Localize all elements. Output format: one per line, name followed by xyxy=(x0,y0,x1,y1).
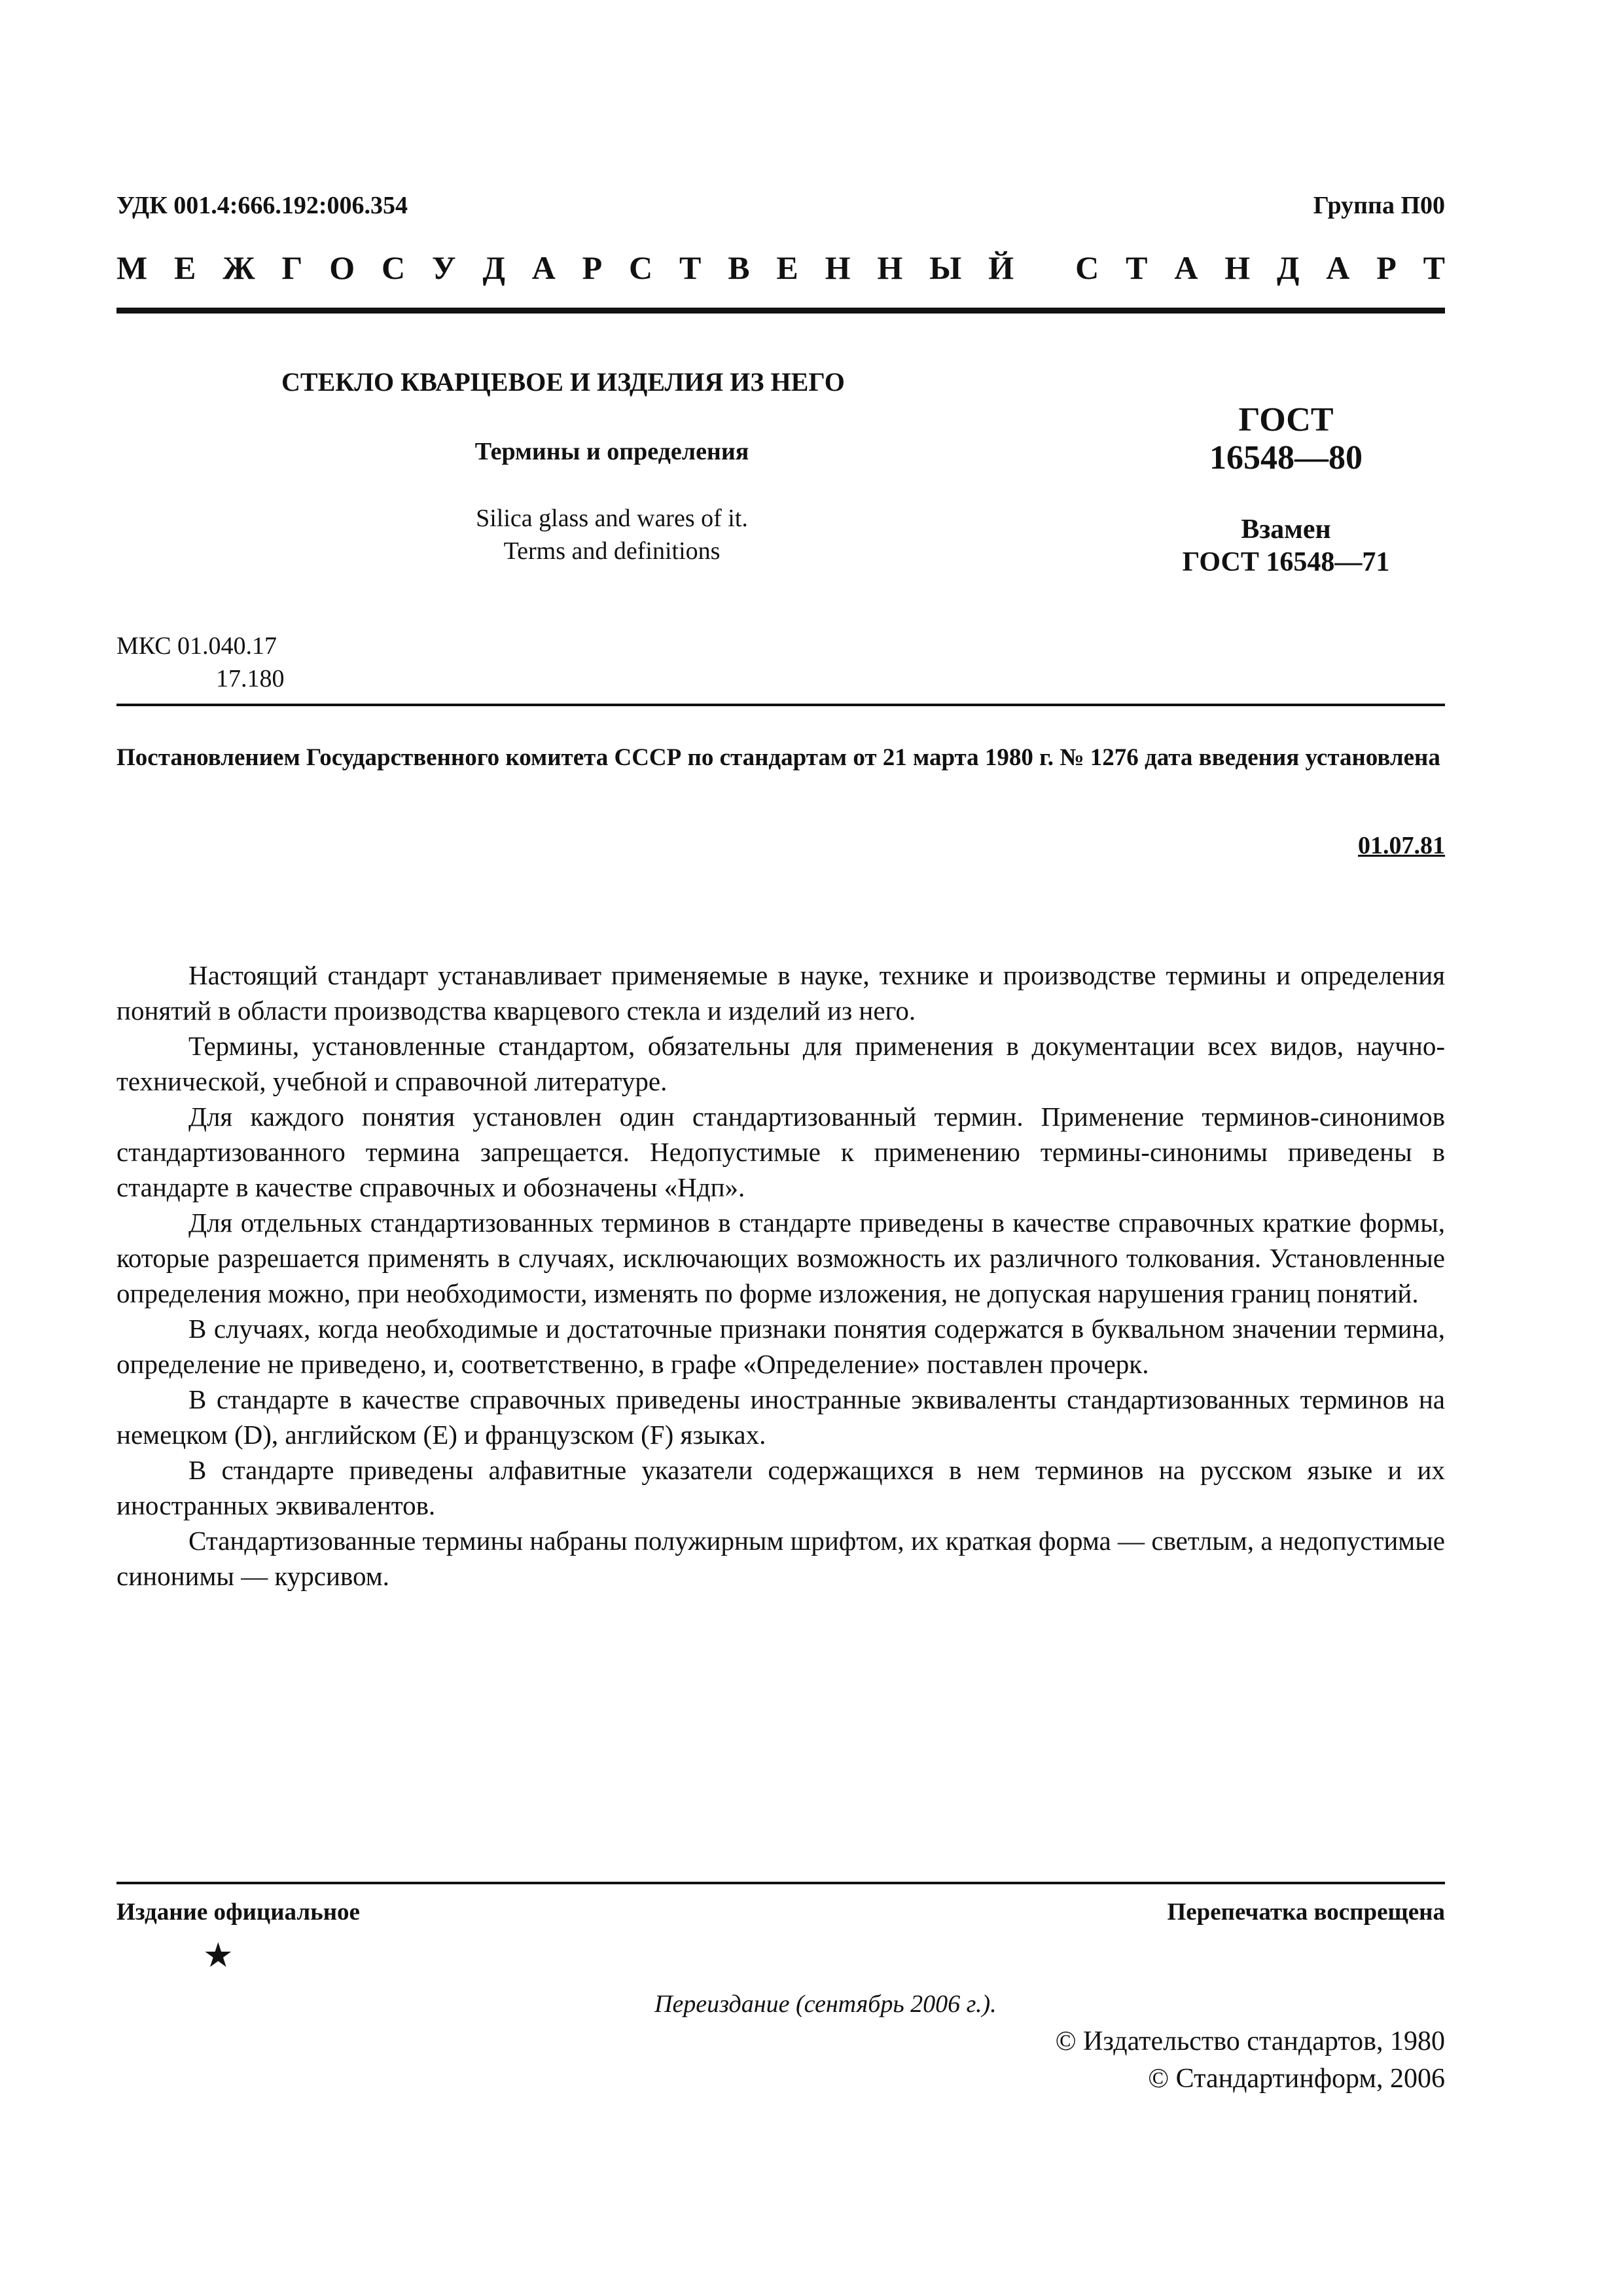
heading-letter xyxy=(1041,249,1049,287)
english-title-line1: Silica glass and wares of it. xyxy=(476,505,748,532)
heading-letter: У xyxy=(431,249,456,286)
heading-letter: Ж xyxy=(223,249,255,286)
official-edition-label: Издание официальное xyxy=(116,1899,360,1926)
copyright-line1: © Издательство стандартов, 1980 xyxy=(1055,2026,1445,2056)
body-paragraph: В случаях, когда необходимые и достаточные признаки понятия содержатся в буквальном значении термина, определение не приведено, и, соответственно, в графе «Определение» поставлен прочерк. xyxy=(116,1314,1445,1379)
udk-code: УДК 001.4:666.192:006.354 xyxy=(116,192,408,219)
body-paragraph: В стандарте в качестве справочных приведены иностранные эквиваленты стандартизованных терминов на немецком (D), английском (E) и французском (F) языках. xyxy=(116,1384,1445,1450)
body-paragraph: Термины, установленные стандартом, обязательны для применения в документации всех видов, научно-технической, учебной и справочной литературе. xyxy=(116,1031,1445,1096)
introduction-date: 01.07.81 xyxy=(1358,832,1445,859)
replaces-number: ГОСТ 16548—71 xyxy=(1182,547,1390,577)
decree-text: Постановлением Государственного комитета СССР по стандартам от 21 марта 1980 г. № 1276 дата введения установлена xyxy=(116,744,1440,771)
heading-letter: Н xyxy=(877,249,903,286)
heading-letter: А xyxy=(1174,249,1198,286)
heading-letter: С xyxy=(381,249,406,286)
heading-letter: Ы xyxy=(929,249,962,286)
mks-code-line1: МКС 01.040.17 xyxy=(116,632,277,660)
body-paragraph: Для отдельных стандартизованных терминов в стандарте приведены в качестве справочных краткие формы, которые разрешается применять в случаях, исключающих возможность их различного толкования. Установленные определения можно, при необходимости, изменять по форме изложения, не допуская нарушения границ понятий. xyxy=(116,1208,1445,1308)
heading-letter: Д xyxy=(482,249,505,286)
reprint-prohibited-label: Перепечатка воспрещена xyxy=(1167,1899,1445,1926)
heading-letter: Й xyxy=(988,249,1014,286)
body-paragraph: Стандартизованные термины набраны полужирным шрифтом, их краткая форма — светлым, а недопустимые синонимы — курсивом. xyxy=(116,1526,1445,1591)
header-divider xyxy=(116,308,1445,314)
star-icon: ★ xyxy=(203,1937,234,1975)
heading-letter: Д xyxy=(1277,249,1300,286)
reissue-note: Переиздание (сентябрь 2006 г.). xyxy=(654,1990,997,2018)
heading-letter: Н xyxy=(1224,249,1251,286)
heading-letter: С xyxy=(629,249,653,286)
heading-letter: Т xyxy=(1423,249,1445,286)
heading-letter: Г xyxy=(281,249,303,286)
heading-letter: М xyxy=(116,249,148,286)
heading-letter: Е xyxy=(174,249,196,286)
mks-code-line2: 17.180 xyxy=(216,665,285,692)
body-paragraph: В стандарте приведены алфавитные указатели содержащихся в нем терминов на русском языке и их иностранных эквивалентов. xyxy=(116,1455,1445,1520)
heading-letter: В xyxy=(728,249,750,286)
group-code: Группа П00 xyxy=(1313,192,1445,219)
heading-letter: А xyxy=(531,249,556,286)
mks-divider xyxy=(116,704,1445,706)
heading-letter: С xyxy=(1075,249,1099,286)
heading-letter: Т xyxy=(679,249,702,286)
gost-number: 16548—80 xyxy=(1209,439,1363,476)
heading-letter: Н xyxy=(825,249,851,286)
document-subtitle: Термины и определения xyxy=(474,438,749,465)
interstate-standard-heading xyxy=(116,249,1445,287)
gost-label: ГОСТ xyxy=(1238,401,1334,439)
heading-letter: О xyxy=(329,249,355,286)
heading-letter: Т xyxy=(1126,249,1148,286)
heading-letter: Р xyxy=(1376,249,1397,286)
heading-letter: Е xyxy=(776,249,798,286)
replaces-label: Взамен xyxy=(1241,514,1331,545)
footer-divider xyxy=(116,1882,1445,1884)
body-text xyxy=(116,958,1445,1594)
document-title: СТЕКЛО КВАРЦЕВОЕ И ИЗДЕЛИЯ ИЗ НЕГО xyxy=(281,367,845,397)
copyright-line2: © Стандартинформ, 2006 xyxy=(1148,2064,1445,2094)
heading-letter: А xyxy=(1326,249,1350,286)
body-paragraph: Для каждого понятия установлен один стандартизованный термин. Применение терминов-синонимов стандартизованного термина запрещается. Недопустимые к применению термины-синонимы приведены в стандарте в качестве справочных и обозначены «Ндп». xyxy=(116,1102,1445,1202)
body-paragraph: Настоящий стандарт устанавливает применяемые в науке, технике и производстве термины и определения понятий в области производства кварцевого стекла и изделий из него. xyxy=(116,960,1445,1026)
english-title-line2: Terms and definitions xyxy=(503,537,721,565)
heading-letter: Р xyxy=(582,249,603,286)
